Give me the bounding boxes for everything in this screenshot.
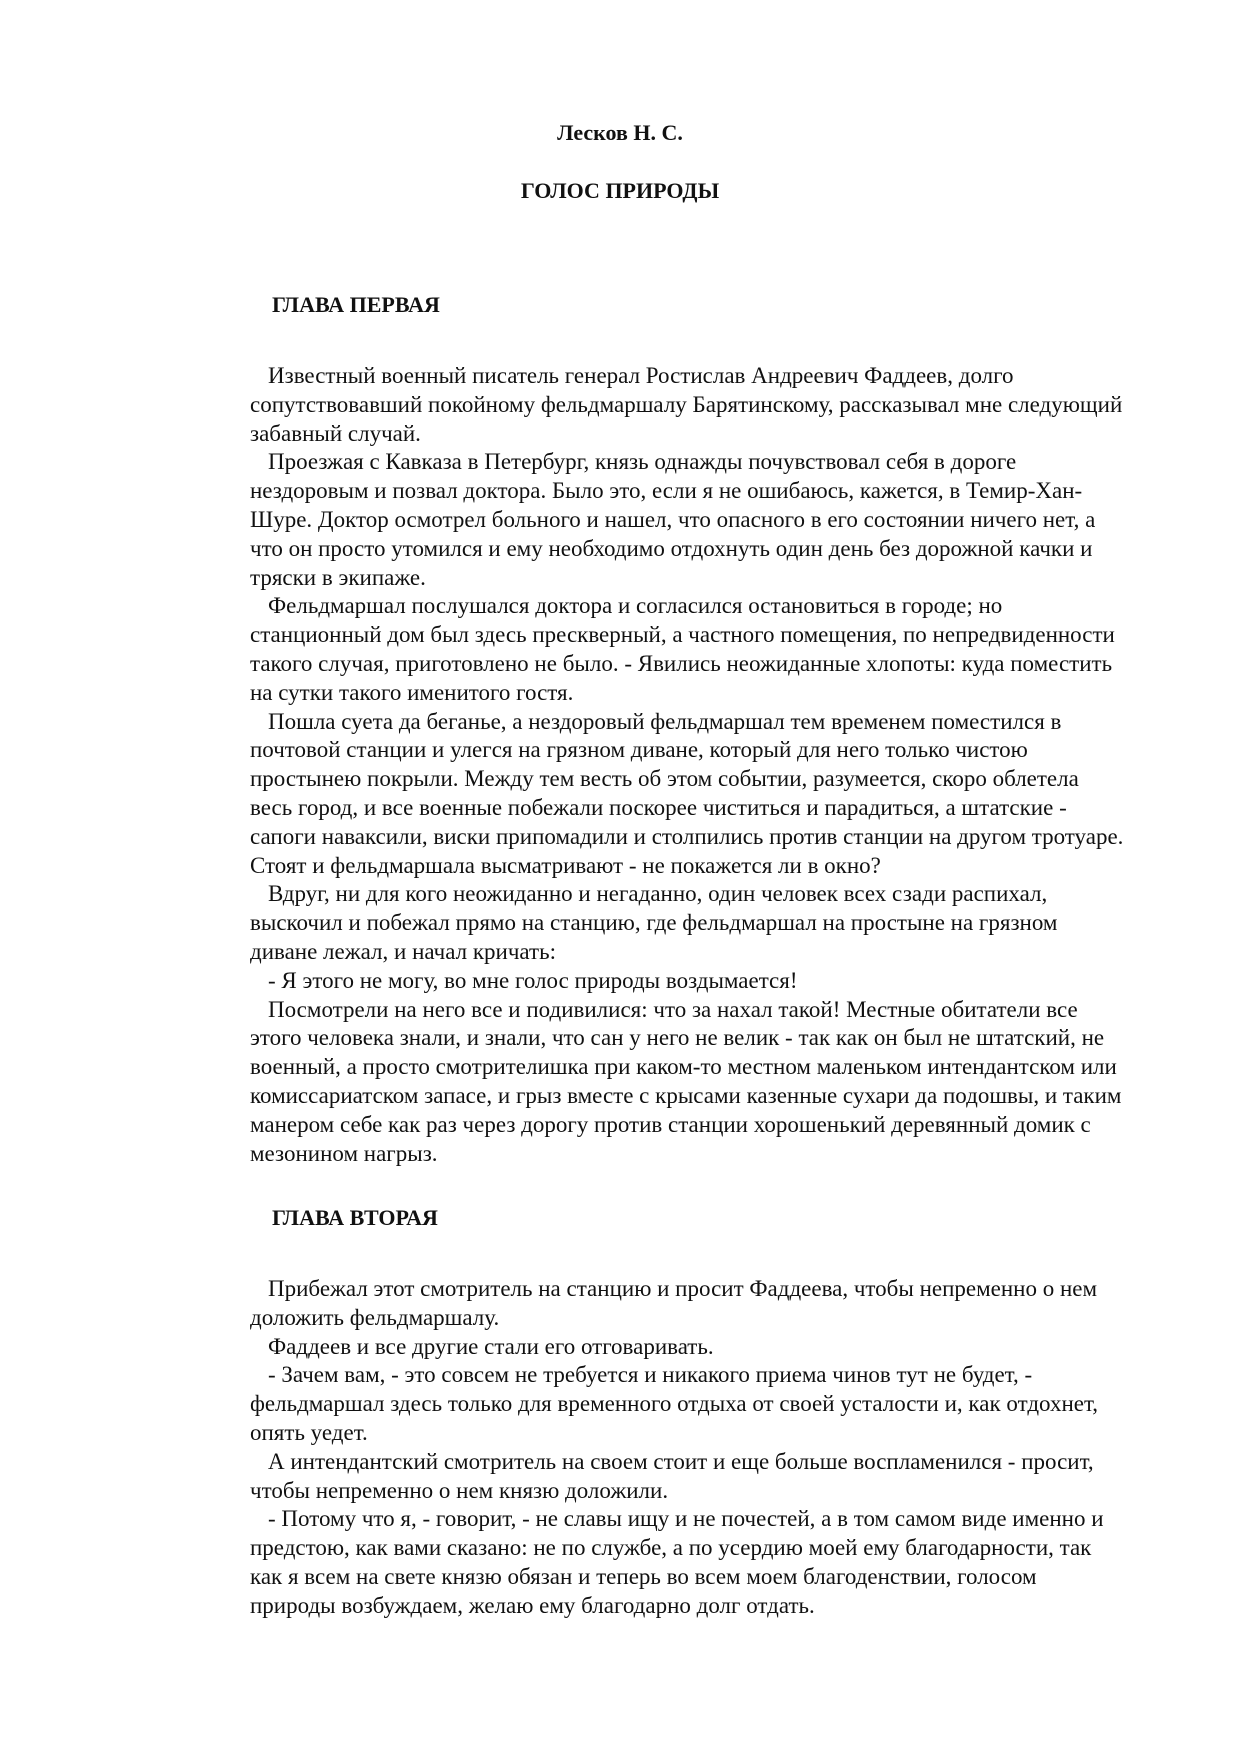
paragraph: Прибежал этот смотритель на станцию и просит Фаддеева, чтобы непременно о нем доложить фельдмаршалу. bbox=[250, 1276, 1098, 1330]
paragraph: Фаддеев и все другие стали его отговаривать. bbox=[268, 1333, 714, 1359]
paragraph: - Потому что я, - говорит, - не славы ищу и не почестей, а в том самом виде именно и предстою, как вами сказано: не по службе, а по усердию моей ему благодарности, так как я всем на свете князю обязан и теперь во всем моем благоденствии, голосом природы возбуждаем, желаю ему благодарно долг отдать. bbox=[250, 1506, 1104, 1618]
chapter-1 bbox=[250, 290, 1150, 1168]
paragraph: Фельдмаршал послушался доктора и согласился остановиться в городе; но станционный дом был здесь прескверный, а частного помещения, по непредвиденности такого случая, приготовлено не было. - Явились неожиданные хлопоты: куда поместить на сутки такого именитого гостя. bbox=[250, 593, 1115, 705]
document-title: ГОЛОС ПРИРОДЫ bbox=[520, 178, 720, 203]
paragraph: Вдруг, ни для кого неожиданно и негаданно, один человек всех сзади распихал, выскочил и побежал прямо на станцию, где фельдмаршал на простыне на грязном диване лежал, и начал кричать: bbox=[250, 881, 1058, 964]
paragraph: - Зачем вам, - это совсем не требуется и никакого приема чинов тут не будет, - фельдмаршал здесь только для временного отдыха от своей усталости и, как отдохнет, опять уедет. bbox=[250, 1362, 1099, 1445]
paragraph: - Я этого не могу, во мне голос природы воздымается! bbox=[268, 967, 798, 993]
chapter-body bbox=[250, 362, 1125, 1168]
paragraph: Известный военный писатель генерал Ростислав Андреевич Фаддеев, долго сопутствовавший покойному фельдмаршалу Барятинскому, рассказывал мне следующий забавный случай. bbox=[250, 363, 1123, 446]
chapter-2 bbox=[250, 1203, 1150, 1621]
chapter-heading: ГЛАВА ВТОРАЯ bbox=[272, 1205, 438, 1230]
paragraph: Проезжая с Кавказа в Петербург, князь однажды почувствовал себя в дороге нездоровым и позвал доктора. Было это, если я не ошибаюсь, кажется, в Темир-Хан-Шуре. Доктор осмотрел больного и нашел, что опасного в его состоянии ничего нет, а что он просто утомился и ему необходимо отдохнуть один день без дорожной качки и тряски в экипаже. bbox=[250, 449, 1096, 590]
paragraph: Пошла суета да беганье, а нездоровый фельдмаршал тем временем поместился в почтовой станции и улегся на грязном диване, который для него только чистою простынею покрыли. Между тем весть об этом событии, разумеется, скоро облетела весь город, и все военные побежали поскорее чиститься и парадиться, а штатские - сапоги наваксили, виски припомадили и столпились против станции на другом тротуаре. Стоят и фельдмаршала высматривают - не покажется ли в окно? bbox=[250, 708, 1124, 878]
document-author: Лесков Н. С. bbox=[557, 120, 683, 145]
paragraph: Посмотрели на него все и подивилися: что за нахал такой! Местные обитатели все этого человека знали, и знали, что сан у него не велик - так как он был не штатский, не военный, а просто смотрителишка при каком-то местном маленьком интендантском или комиссариатском запасе, и грыз вместе с крысами казенные сухари да подошвы, и таким манером себе как раз через дорогу против станции хорошенький деревянный домик с мезонином нагрыз. bbox=[250, 996, 1122, 1166]
chapter-heading: ГЛАВА ПЕРВАЯ bbox=[272, 292, 440, 317]
chapter-body bbox=[250, 1275, 1125, 1621]
paragraph: А интендантский смотритель на своем стоит и еще больше воспламенился - просит, чтобы непременно о нем князю доложили. bbox=[250, 1448, 1094, 1503]
